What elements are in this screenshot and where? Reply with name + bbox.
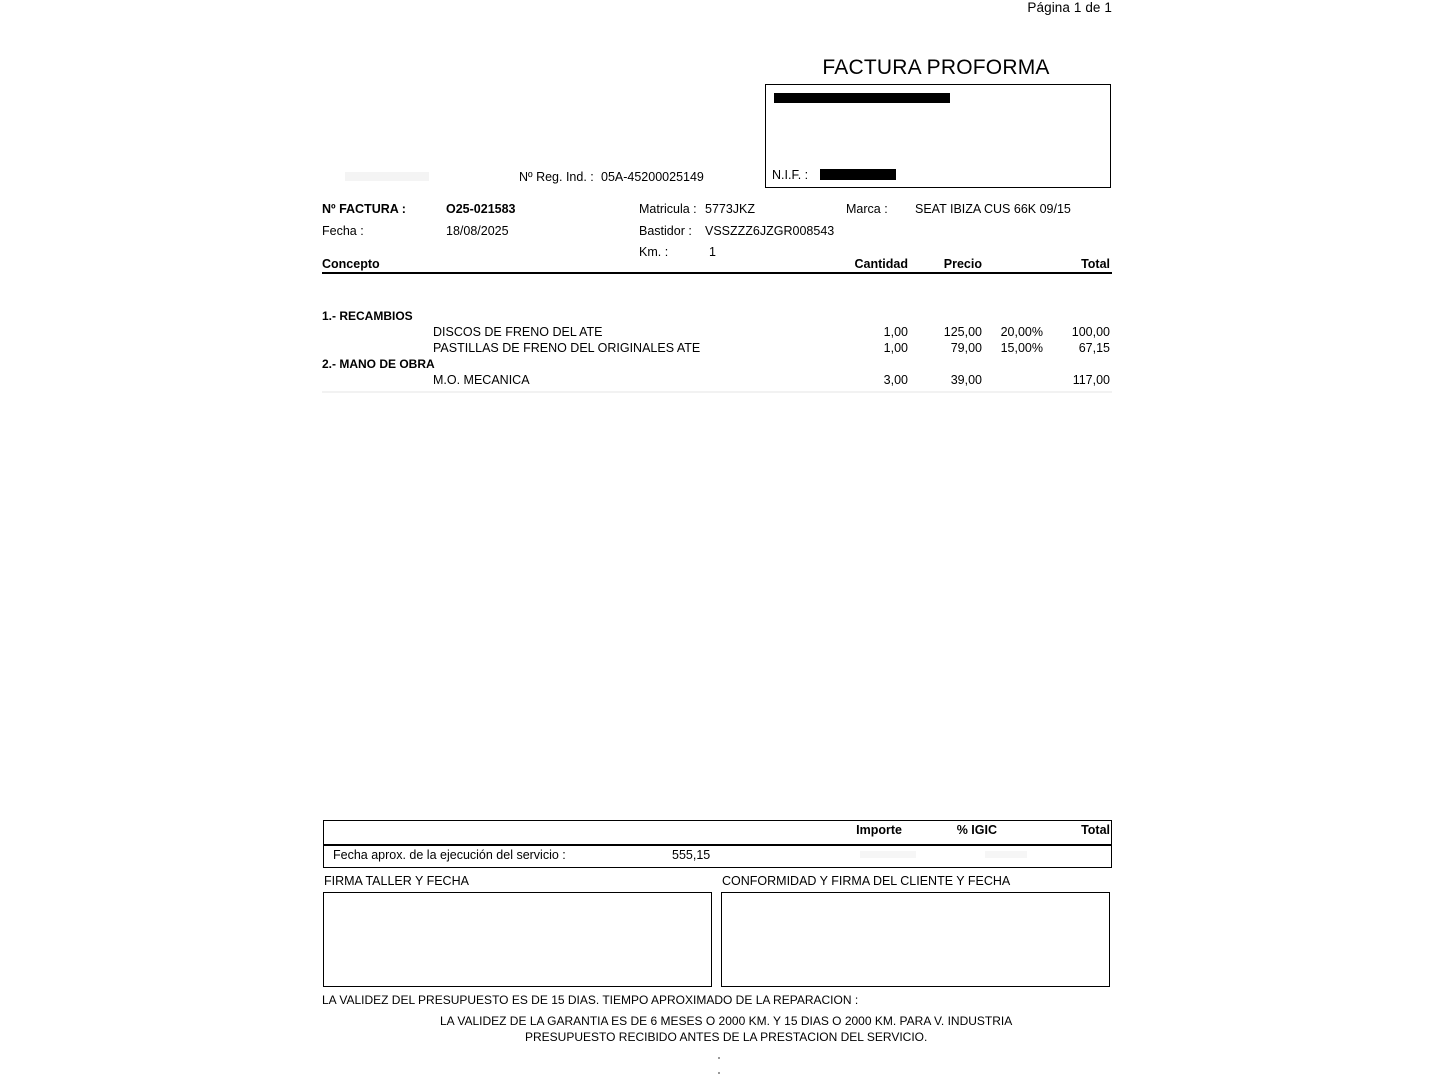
table-header-rule xyxy=(322,272,1112,274)
table-row-total: 67,15 xyxy=(1078,341,1110,355)
table-row-description: DISCOS DE FRENO DEL ATE xyxy=(433,325,603,339)
footer-validity-note: LA VALIDEZ DEL PRESUPUESTO ES DE 15 DIAS. TIEMPO APROXIMADO DE LA REPARACION : xyxy=(322,993,859,1007)
footer-acceptance-note: PRESUPUESTO RECIBIDO ANTES DE LA PRESTACION DEL SERVICIO. xyxy=(525,1030,928,1044)
table-row-price: 39,00 xyxy=(950,373,982,387)
items-section-label: 2.- MANO DE OBRA xyxy=(322,357,435,371)
vehicle-vin-value: VSSZZZ6JZGR008543 xyxy=(705,224,835,238)
column-header-concepto: Concepto xyxy=(322,257,380,271)
table-row-description: M.O. MECANICA xyxy=(433,373,530,387)
table-row-total: 117,00 xyxy=(1072,373,1110,387)
table-row-total: 100,00 xyxy=(1071,325,1110,339)
invoice-number-label: Nº FACTURA : xyxy=(322,202,406,216)
table-row-price: 79,00 xyxy=(950,341,982,355)
table-row-quantity: 1,00 xyxy=(883,341,908,355)
issuer-nif-label: N.I.F. : xyxy=(772,168,809,182)
invoice-date-label: Fecha : xyxy=(322,224,364,238)
vehicle-plate-value: 5773JKZ xyxy=(705,202,756,216)
customer-signature-box[interactable] xyxy=(721,892,1110,987)
scan-artifact xyxy=(985,851,1027,858)
invoice-number-value: O25-021583 xyxy=(446,202,516,216)
scan-artifact xyxy=(860,851,916,858)
column-header-cantidad: Cantidad xyxy=(854,257,908,271)
column-header-total-amount: Total xyxy=(1081,823,1110,837)
vehicle-plate-label: Matricula : xyxy=(639,202,697,216)
scan-artifact xyxy=(718,1057,720,1059)
scan-artifact xyxy=(345,172,429,181)
scan-artifact xyxy=(718,1072,720,1074)
table-row-discount: 20,00% xyxy=(1000,325,1043,339)
table-row-price: 125,00 xyxy=(943,325,982,339)
vehicle-brand-value: SEAT IBIZA CUS 66K 09/15 xyxy=(915,202,1071,216)
column-header-importe: Importe xyxy=(856,823,902,837)
workshop-signature-label: FIRMA TALLER Y FECHA xyxy=(324,874,469,888)
totals-divider xyxy=(324,844,1111,846)
vehicle-km-label: Km. : xyxy=(639,245,669,259)
table-row-description: PASTILLAS DE FRENO DEL ORIGINALES ATE xyxy=(433,341,701,355)
registration-number-value: 05A-45200025149 xyxy=(601,170,704,184)
service-execution-date-label: Fecha aprox. de la ejecución del servicio : xyxy=(333,848,566,862)
vehicle-km-value: 1 xyxy=(709,245,716,259)
column-header-precio: Precio xyxy=(943,257,982,271)
vehicle-vin-label: Bastidor : xyxy=(639,224,692,238)
table-bottom-rule xyxy=(322,391,1112,393)
issuer-nif-redaction-bar xyxy=(820,169,896,180)
invoice-date-value: 18/08/2025 xyxy=(446,224,509,238)
table-row-quantity: 3,00 xyxy=(883,373,908,387)
items-section-label: 1.- RECAMBIOS xyxy=(322,309,413,323)
column-header-total: Total xyxy=(1081,257,1110,271)
vehicle-brand-label: Marca : xyxy=(846,202,888,216)
page-number: Página 1 de 1 xyxy=(1027,0,1112,15)
column-header-igic: % IGIC xyxy=(956,823,997,837)
service-amount-value: 555,15 xyxy=(672,848,711,862)
customer-signature-label: CONFORMIDAD Y FIRMA DEL CLIENTE Y FECHA xyxy=(722,874,1011,888)
table-row-quantity: 1,00 xyxy=(883,325,908,339)
registration-number-label: Nº Reg. Ind. : xyxy=(519,170,594,184)
workshop-signature-box[interactable] xyxy=(323,892,712,987)
footer-warranty-note: LA VALIDEZ DE LA GARANTIA ES DE 6 MESES O 2000 KM. Y 15 DIAS O 2000 KM. PARA V. INDUSTRIA xyxy=(440,1014,1013,1028)
page-title: FACTURA PROFORMA xyxy=(822,56,1050,79)
issuer-name-redaction-bar xyxy=(774,93,950,103)
table-row-discount: 15,00% xyxy=(1000,341,1043,355)
